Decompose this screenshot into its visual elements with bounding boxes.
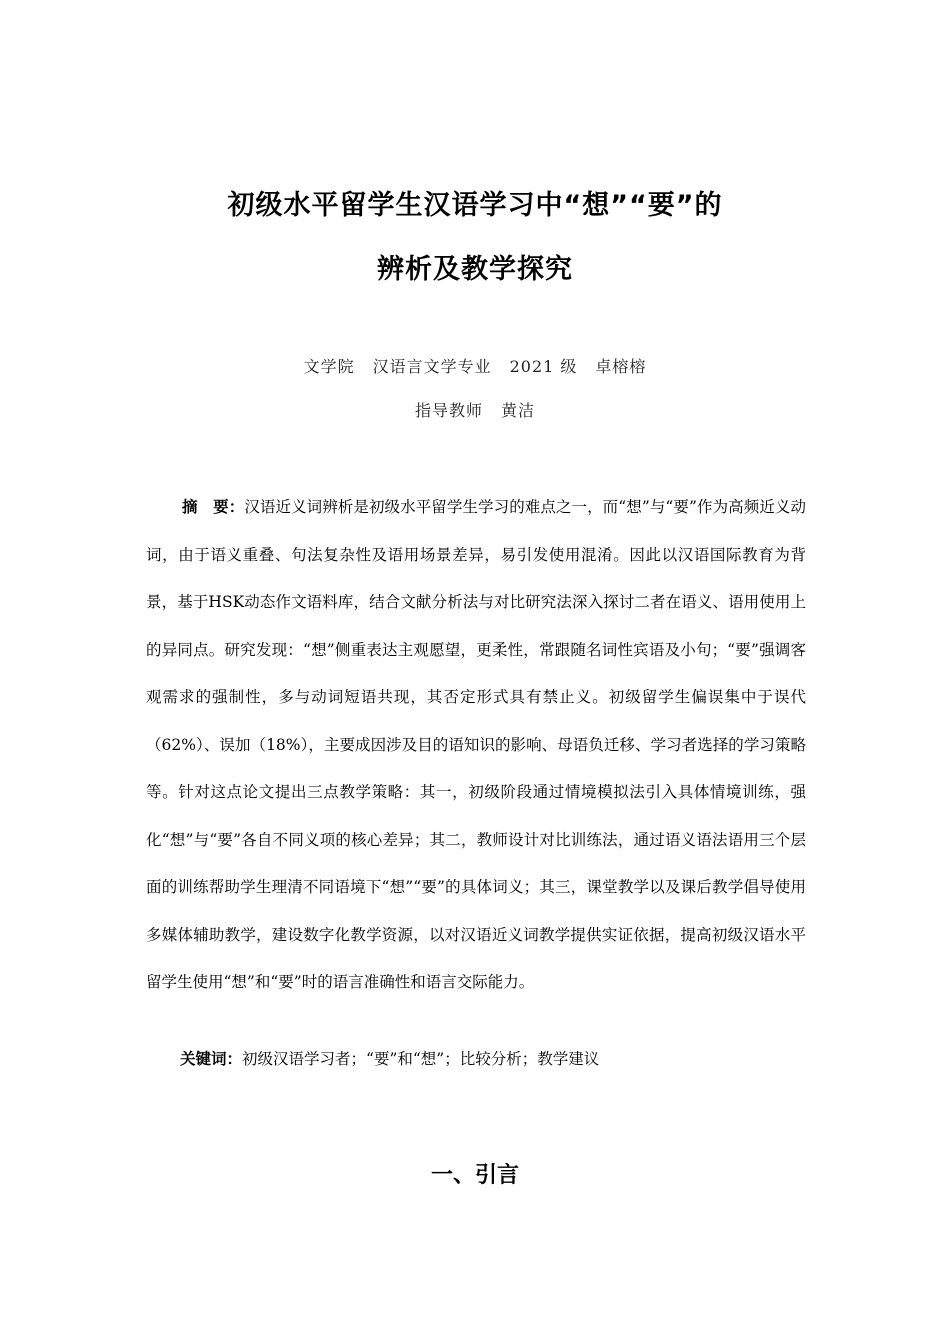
abstract-label: 摘 要： (182, 498, 245, 516)
author-name: 卓榕榕 (595, 357, 647, 376)
author-info (0, 354, 950, 377)
author-major: 汉语言文学专业 (372, 357, 492, 376)
author-year: 2021 级 (509, 357, 578, 376)
keywords-label: 关键词： (180, 1050, 243, 1068)
abstract (146, 484, 806, 1007)
abstract-text: 汉语近义词辨析是初级水平留学生学习的难点之一，而“想”与“要”作为高频近义动词，由于语义重叠、句法复杂性及语用场景差异，易引发使用混淆。因此以汉语国际教育为背景，基于HSK动态作文语料库，结合文献分析法与对比研究法深入探讨二者在语义、语用使用上的异同点。研究发现：“想”侧重表达主观愿望，更柔性，常跟随名词性宾语及小句；“要”强调客观需求的强制性，多与动词短语共现，其否定形式具有禁止义。初级留学生偏误集中于误代（62%）、误加（18%），主要成因涉及目的语知识的影响、母语负迁移、学习者选择的学习策略等。针对这点论文提出三点教学策略：其一，初级阶段通过情境模拟法引入具体情境训练，强化“想”与“要”各自不同义项的核心差异；其二，教师设计对比训练法，通过语义语法语用三个层面的训练帮助学生理清不同语境下“想”“要”的具体词义；其三，课堂教学以及课后教学倡导使用多媒体辅助教学，建设数字化教学资源，以对汉语近义词教学提供实证依据，提高初级汉语水平留学生使用“想”和“要”时的语言准确性和语言交际能力。 (146, 498, 806, 991)
author-college: 文学院 (303, 357, 355, 376)
section-heading-introduction: 一、引言 (430, 1163, 519, 1188)
paper-title-line-1: 初级水平留学生汉语学习中“想”“要”的 (227, 190, 723, 221)
advisor-label: 指导教师 (414, 401, 483, 420)
paper-title-line-2: 辨析及教学探究 (377, 254, 573, 285)
keywords-text: 初级汉语学习者；“要”和“想”；比较分析；教学建议 (242, 1050, 600, 1068)
advisor-info (0, 398, 950, 421)
advisor-name: 黄洁 (501, 401, 536, 420)
keywords (180, 1047, 599, 1069)
